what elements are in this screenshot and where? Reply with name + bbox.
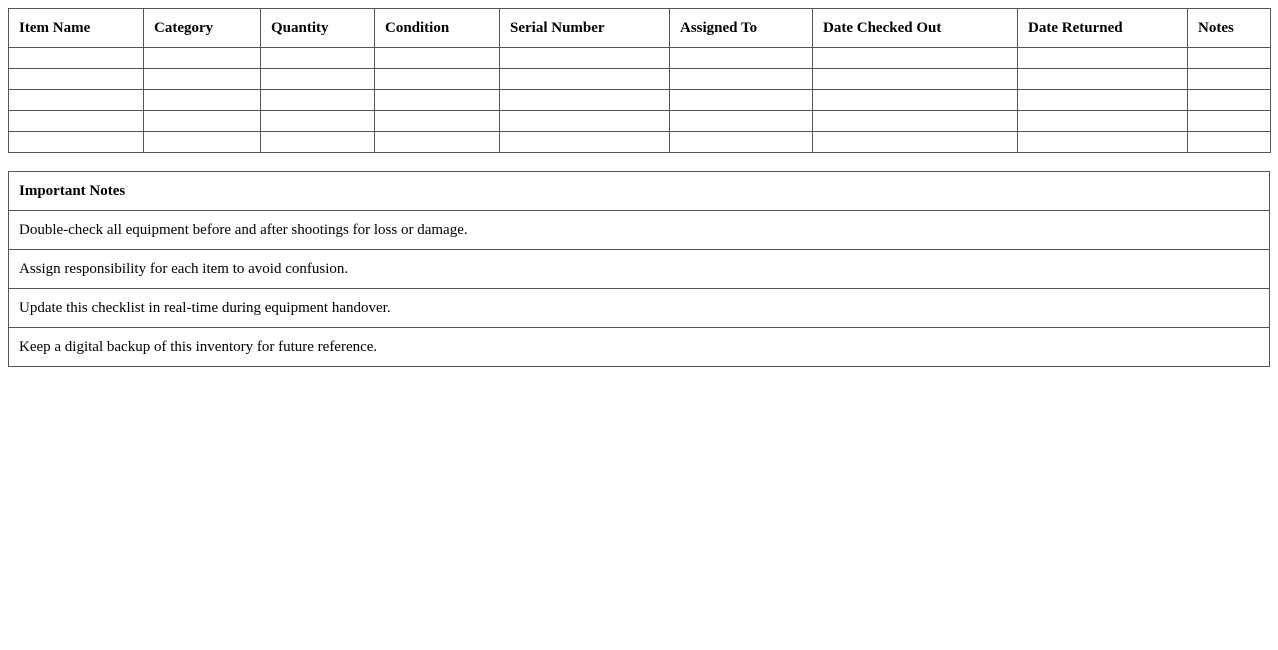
table-cell[interactable] — [670, 69, 813, 90]
table-cell[interactable] — [375, 90, 500, 111]
table-cell[interactable] — [261, 69, 375, 90]
note-item: Update this checklist in real-time during equipment handover. — [9, 289, 1270, 328]
note-row — [9, 289, 1270, 328]
table-cell[interactable] — [144, 48, 261, 69]
table-row — [9, 48, 1271, 69]
table-cell[interactable] — [500, 69, 670, 90]
table-cell[interactable] — [1188, 90, 1271, 111]
note-row — [9, 250, 1270, 289]
table-cell[interactable] — [9, 90, 144, 111]
table-cell[interactable] — [1188, 111, 1271, 132]
notes-header-row — [9, 172, 1270, 211]
table-cell[interactable] — [261, 111, 375, 132]
note-row — [9, 328, 1270, 367]
table-cell[interactable] — [670, 111, 813, 132]
header-assigned-to: Assigned To — [670, 9, 813, 48]
table-cell[interactable] — [375, 111, 500, 132]
table-cell[interactable] — [375, 48, 500, 69]
table-cell[interactable] — [261, 132, 375, 153]
table-cell[interactable] — [813, 69, 1018, 90]
header-condition: Condition — [375, 9, 500, 48]
table-row — [9, 111, 1271, 132]
table-cell[interactable] — [9, 111, 144, 132]
note-row — [9, 211, 1270, 250]
inventory-body — [9, 48, 1271, 153]
table-cell[interactable] — [261, 48, 375, 69]
header-date-returned: Date Returned — [1018, 9, 1188, 48]
header-notes: Notes — [1188, 9, 1271, 48]
important-notes-table — [8, 171, 1270, 367]
table-cell[interactable] — [670, 48, 813, 69]
table-cell[interactable] — [1018, 90, 1188, 111]
table-cell[interactable] — [1018, 48, 1188, 69]
inventory-table — [8, 8, 1271, 153]
header-serial-number: Serial Number — [500, 9, 670, 48]
notes-title: Important Notes — [9, 172, 1270, 211]
header-item-name: Item Name — [9, 9, 144, 48]
table-cell[interactable] — [500, 111, 670, 132]
note-item: Keep a digital backup of this inventory for future reference. — [9, 328, 1270, 367]
table-cell[interactable] — [1018, 132, 1188, 153]
table-cell[interactable] — [144, 90, 261, 111]
table-cell[interactable] — [813, 132, 1018, 153]
inventory-header-row — [9, 9, 1271, 48]
table-cell[interactable] — [144, 111, 261, 132]
table-cell[interactable] — [9, 132, 144, 153]
table-cell[interactable] — [144, 132, 261, 153]
table-cell[interactable] — [1188, 48, 1271, 69]
table-cell[interactable] — [670, 90, 813, 111]
table-cell[interactable] — [144, 69, 261, 90]
note-item: Assign responsibility for each item to avoid confusion. — [9, 250, 1270, 289]
table-cell[interactable] — [375, 132, 500, 153]
table-cell[interactable] — [9, 48, 144, 69]
table-cell[interactable] — [9, 69, 144, 90]
table-cell[interactable] — [375, 69, 500, 90]
table-cell[interactable] — [500, 90, 670, 111]
table-row — [9, 132, 1271, 153]
header-date-checked-out: Date Checked Out — [813, 9, 1018, 48]
header-quantity: Quantity — [261, 9, 375, 48]
table-cell[interactable] — [500, 132, 670, 153]
header-category: Category — [144, 9, 261, 48]
table-cell[interactable] — [261, 90, 375, 111]
table-cell[interactable] — [670, 132, 813, 153]
table-cell[interactable] — [1188, 132, 1271, 153]
table-cell[interactable] — [813, 111, 1018, 132]
table-cell[interactable] — [1188, 69, 1271, 90]
table-cell[interactable] — [813, 48, 1018, 69]
table-row — [9, 69, 1271, 90]
table-row — [9, 90, 1271, 111]
note-item: Double-check all equipment before and after shootings for loss or damage. — [9, 211, 1270, 250]
table-cell[interactable] — [1018, 69, 1188, 90]
table-cell[interactable] — [813, 90, 1018, 111]
table-cell[interactable] — [500, 48, 670, 69]
table-cell[interactable] — [1018, 111, 1188, 132]
